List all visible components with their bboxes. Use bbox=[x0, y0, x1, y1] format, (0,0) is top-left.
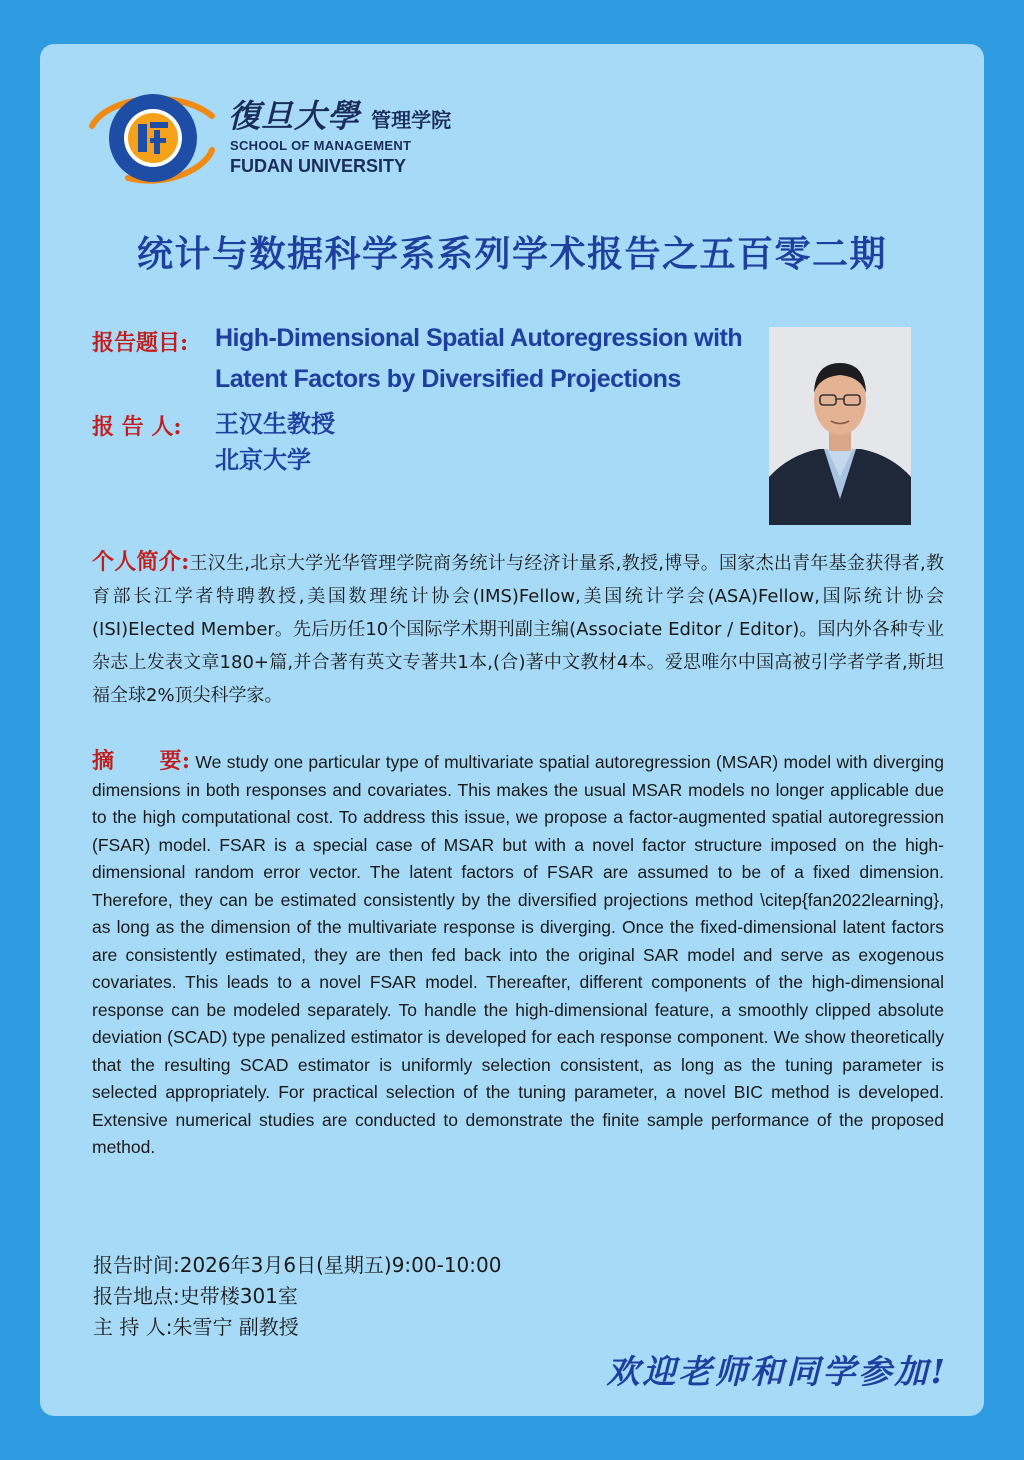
talk-title-label: 报告题目: bbox=[92, 330, 189, 356]
university-wordmark bbox=[228, 96, 451, 136]
school-seal-icon bbox=[88, 86, 218, 186]
speaker-bio bbox=[92, 546, 944, 712]
speaker-label: 报 告 人: bbox=[92, 414, 182, 440]
page-title: 统计与数据科学系系列学术报告之五百零二期 bbox=[136, 234, 887, 275]
university-name-cn: 復旦大學 bbox=[228, 97, 361, 135]
talk-title-line2: Latent Factors by Diversified Projections bbox=[215, 365, 681, 393]
event-host: 主 持 人:朱雪宁 副教授 bbox=[93, 1315, 299, 1339]
event-time: 报告时间:2026年3月6日(星期五)9:00-10:00 bbox=[93, 1253, 502, 1277]
speaker-photo bbox=[769, 327, 911, 525]
poster-card bbox=[40, 44, 984, 1416]
event-info bbox=[93, 1250, 501, 1343]
speaker-info bbox=[215, 406, 335, 478]
talk-title bbox=[215, 318, 775, 400]
talk-title-line1: High-Dimensional Spatial Autoregression with bbox=[215, 324, 743, 352]
bio-label: 个人简介: bbox=[92, 549, 190, 575]
abstract bbox=[92, 748, 944, 1162]
bio-text: 王汉生,北京大学光华管理学院商务统计与经济计量系,教授,博导。国家杰出青年基金获得者,教育部长江学者特聘教授,美国数理统计协会(IMS)Fellow,美国统计学会(ASA)Fellow,国际统计协会(ISI)Elected Member。先后历任10个国际学术期刊副主编(Associate Editor / Editor)。国内外各种专业杂志上发表文章180+篇,并合著有英文专著共1本,(合)著中文教材4本。爱思唯尔中国高被引学者学者,斯坦福全球2%顶尖科学家。 bbox=[92, 553, 945, 706]
event-place: 报告地点:史带楼301室 bbox=[93, 1284, 298, 1308]
school-logo bbox=[88, 86, 452, 186]
university-name-en: FUDAN UNIVERSITY bbox=[230, 156, 407, 176]
department-name-cn: 管理学院 bbox=[371, 108, 452, 132]
abstract-label: 摘 要: bbox=[92, 748, 191, 774]
speaker-affiliation: 北京大学 bbox=[215, 446, 311, 474]
welcome-message: 欢迎老师和同学参加! bbox=[606, 1352, 948, 1391]
school-name-en: SCHOOL OF MANAGEMENT bbox=[230, 138, 412, 153]
abstract-text: We study one particular type of multivariate spatial autoregression (MSAR) model with diverging dimensions in both responses and covariates. This makes the usual MSAR models no longer applicable due to the high computational cost. To address this issue, we propose a factor-augmented spatial autoregression (FSAR) model. FSAR is a special case of MSAR but with a novel factor structure imposed on the high-dimensional random error vector. The latent factors of FSAR are assumed to be of a fixed dimension. Therefore, they can be estimated consistently by the diversified projections method \citep{fan2022learning}, as long as the dimension of the multivariate response is diverging. Once the fixed-dimensional latent factors are consistently estimated, they are then fed back into the original SAR model and serve as exogenous covariates. This leads to a novel FSAR model. Thereafter, different components of the high-dimensional response can be modeled separately. To handle the high-dimensional feature, a smoothly clipped absolute deviation (SCAD) type penalized estimator is developed for each response component. We show theoretically that the resulting SCAD estimator is uniformly selection consistent, as long as the tuning parameter is selected appropriately. For practical selection of the tuning parameter, a novel BIC method is developed. Extensive numerical studies are conducted to demonstrate the finite sample performance of the proposed method. bbox=[92, 752, 945, 1157]
speaker-name: 王汉生教授 bbox=[215, 410, 335, 438]
